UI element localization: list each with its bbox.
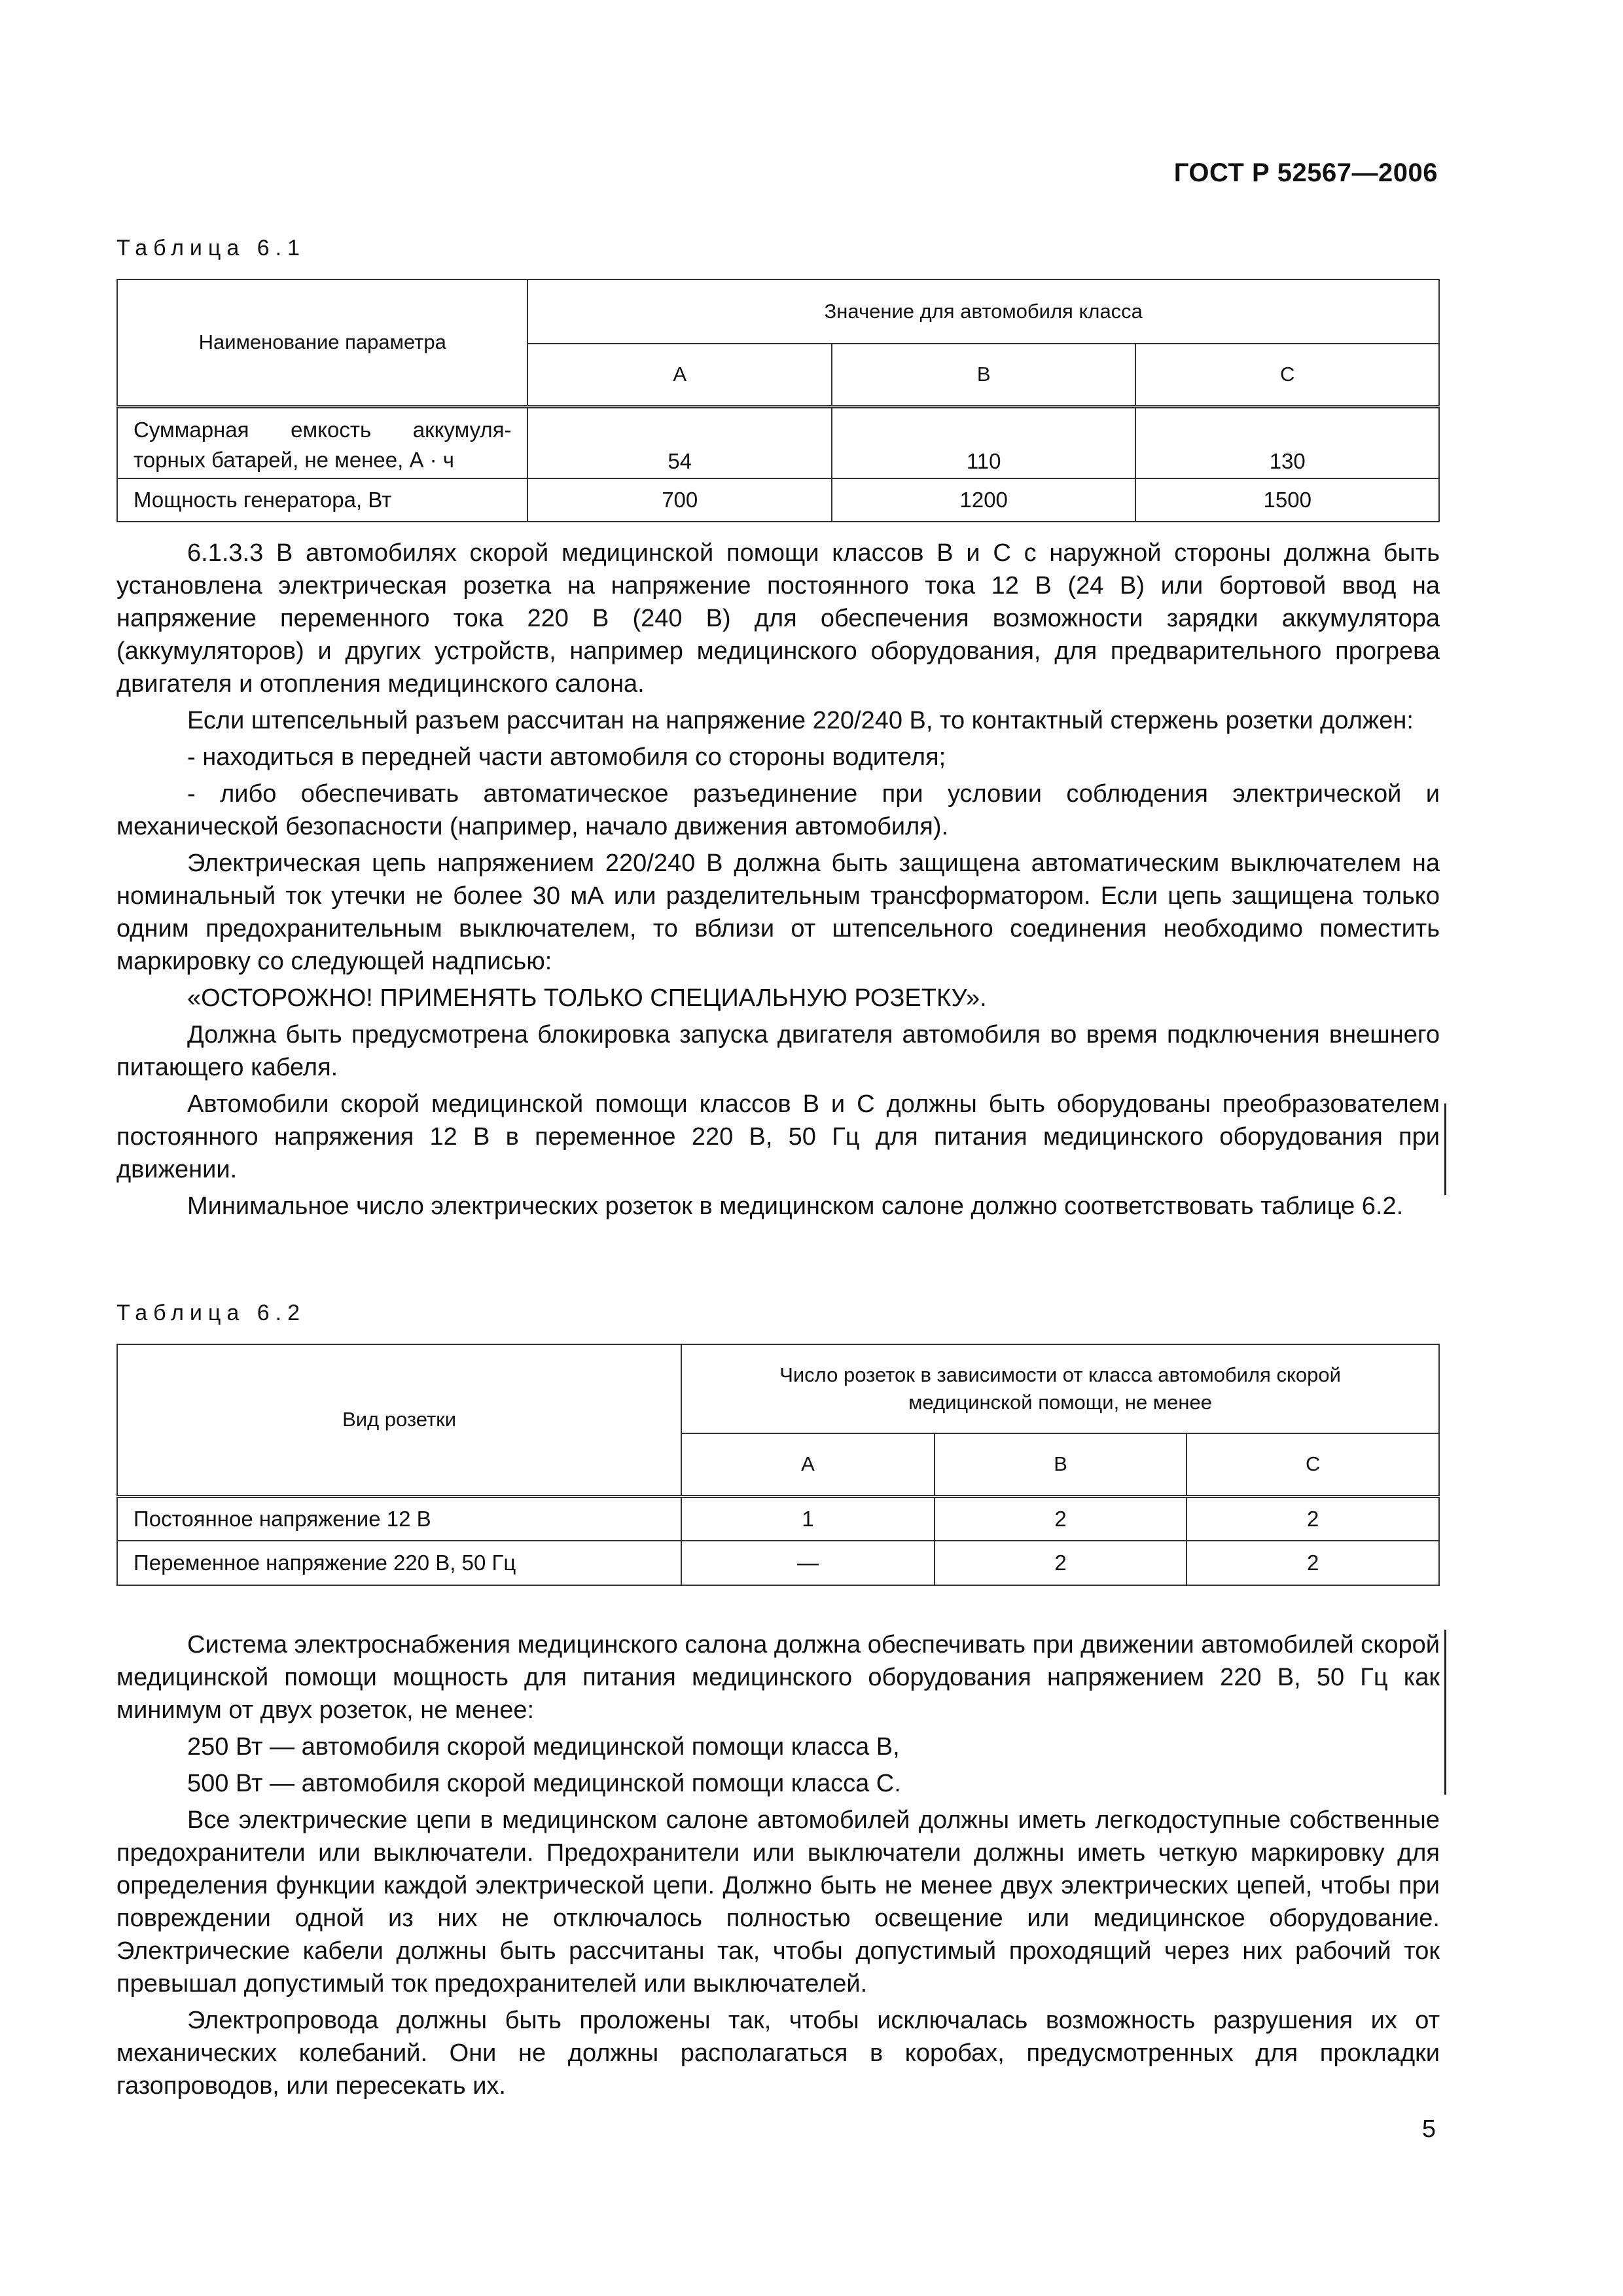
cell-value: — <box>681 1541 935 1585</box>
socket-type-header: Вид розетки <box>117 1344 681 1496</box>
change-marker-bar <box>1444 1103 1446 1195</box>
paragraph: Если штепсельный разъем рассчитан на напряжение 220/240 В, то контактный стержень розетки должен: <box>187 707 1414 734</box>
change-marker-bar <box>1444 1630 1446 1795</box>
cell-value: 2 <box>935 1496 1187 1541</box>
table-6-1 <box>116 279 1440 522</box>
table-row <box>117 406 1439 478</box>
row-socket-type: Переменное напряжение 220 В, 50 Гц <box>117 1541 681 1585</box>
paragraph: Электрическая цепь напряжением 220/240 В должна быть защищена автоматическим выключателем на номинальный ток утечки не более 30 мА или разделительным трансформатором. Если цепь защищена только одним предохранительным выключателем, то вблизи от штепсельного соединения необходимо поместить маркировку со следующей надписью: <box>116 850 1440 975</box>
cell-value: 1 <box>681 1496 935 1541</box>
table-row <box>117 1541 1439 1585</box>
table-6-1-caption: Таблица 6.1 <box>116 236 306 260</box>
table-6-2 <box>116 1344 1440 1586</box>
class-c-header: С <box>1135 344 1439 406</box>
table-6-2-caption: Таблица 6.2 <box>116 1300 306 1325</box>
cell-value: 54 <box>527 406 831 478</box>
row-socket-type: Постоянное напряжение 12 В <box>117 1496 681 1541</box>
warning-label-text: «ОСТОРОЖНО! ПРИМЕНЯТЬ ТОЛЬКО СПЕЦИАЛЬНУЮ РОЗЕТКУ». <box>187 984 987 1012</box>
class-group-header: Значение для автомобиля класса <box>527 279 1439 344</box>
param-name-line: торных батарей, не менее, А · ч <box>134 447 454 472</box>
cell-value: 2 <box>1186 1541 1439 1585</box>
class-a-header: А <box>527 344 831 406</box>
list-item: 500 Вт — автомобиля скорой медицинской помощи класса С. <box>187 1770 901 1797</box>
class-c-header: С <box>1186 1433 1439 1496</box>
list-item: - находиться в передней части автомобиля со стороны водителя; <box>187 744 946 771</box>
cell-value: 130 <box>1135 406 1439 478</box>
row-param-name <box>117 406 527 478</box>
class-b-header: В <box>935 1433 1187 1496</box>
list-item: 250 Вт — автомобиля скорой медицинской помощи класса В, <box>187 1733 900 1761</box>
cell-value: 2 <box>1186 1496 1439 1541</box>
param-name-line: Суммарная емкость аккумуля- <box>134 417 512 442</box>
param-name-header: Наименование параметра <box>117 279 527 406</box>
cell-value: 1500 <box>1135 478 1439 522</box>
paragraph: Система электроснабжения медицинского салона должна обеспечивать при движении автомобилей скорой медицинской помощи мощность для питания медицинского оборудования напряжением 220 В, 50 Гц как минимум от двух розеток, не менее: <box>116 1631 1440 1724</box>
body-text-block-2 <box>116 1628 1440 2102</box>
body-text-block-1 <box>116 537 1440 1223</box>
document-code: ГОСТ Р 52567—2006 <box>1173 158 1438 187</box>
cell-value: 700 <box>527 478 831 522</box>
cell-value: 110 <box>832 406 1136 478</box>
page-number: 5 <box>1421 2115 1436 2143</box>
paragraph: Все электрические цепи в медицинском салоне автомобилей должны иметь легкодоступные собственные предохранители или выключатели. Предохранители или выключатели должны иметь четкую маркировку для определения функции каждой электрической цепи. Должно быть не менее двух электрических цепей, чтобы при повреждении одной из них не отключалось полностью освещение или медицинское оборудование. Электрические кабели должны быть рассчитаны так, чтобы допустимый проходящий через них рабочий ток превышал допустимый ток предохранителей или выключателей. <box>116 1806 1440 1998</box>
paragraph: Электропровода должны быть проложены так, чтобы исключалась возможность разрушения их от механических колебаний. Они не должны располагаться в коробах, предусмотренных для прокладки газопроводов, или пересекать их. <box>116 2007 1440 2100</box>
row-param-name: Мощность генератора, Вт <box>117 478 527 522</box>
table-row <box>117 478 1439 522</box>
paragraph: Автомобили скорой медицинской помощи классов В и С должны быть оборудованы преобразователем постоянного напряжения 12 В в переменное 220 В, 50 Гц для питания медицинского оборудования при движении. <box>116 1090 1440 1183</box>
class-a-header: А <box>681 1433 935 1496</box>
paragraph: Минимальное число электрических розеток в медицинском салоне должно соответствовать таблице 6.2. <box>187 1193 1404 1220</box>
table-row <box>117 1496 1439 1541</box>
paragraph: Должна быть предусмотрена блокировка запуска двигателя автомобиля во время подключения внешнего питающего кабеля. <box>116 1021 1440 1081</box>
cell-value: 1200 <box>832 478 1136 522</box>
class-b-header: В <box>832 344 1136 406</box>
socket-count-header: Число розеток в зависимости от класса автомобиля скорой медицинской помощи, не менее <box>681 1344 1439 1433</box>
list-item: - либо обеспечивать автоматическое разъединение при условии соблюдения электрической и механической безопасности (например, начало движения автомобиля). <box>116 780 1440 840</box>
paragraph: 6.1.3.3 В автомобилях скорой медицинской помощи классов В и С с наружной стороны должна быть установлена электрическая розетка на напряжение постоянного тока 12 В (24 В) или бортовой ввод на напряжение переменного тока 220 В (240 В) для обеспечения возможности зарядки аккумулятора (аккумуляторов) и других устройств, например медицинского оборудования, для предварительного прогрева двигателя и отопления медицинского салона. <box>116 539 1440 698</box>
cell-value: 2 <box>935 1541 1187 1585</box>
